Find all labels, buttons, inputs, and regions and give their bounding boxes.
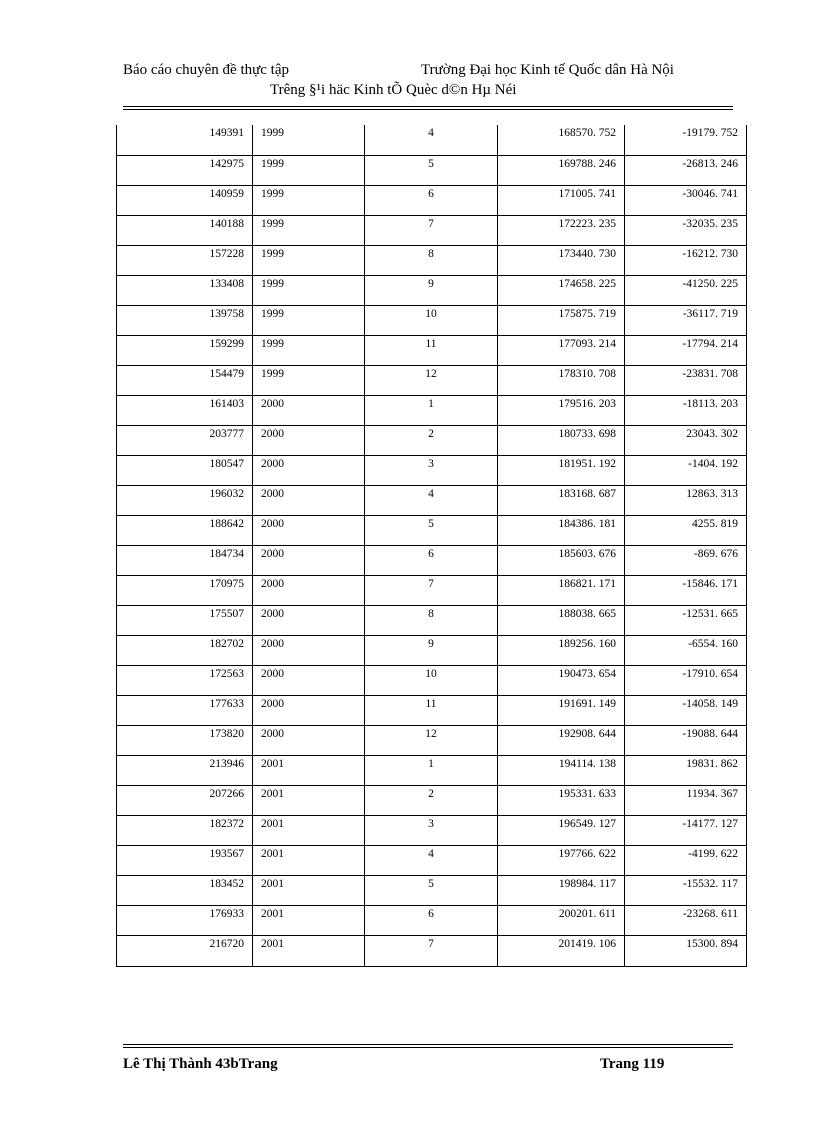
- table-cell: 2: [365, 785, 498, 815]
- table-cell: 176933: [117, 905, 253, 935]
- table-cell: 189256. 160: [498, 635, 625, 665]
- table-cell: 186821. 171: [498, 575, 625, 605]
- table-cell: -23831. 708: [625, 365, 747, 395]
- table-cell: -17794. 214: [625, 335, 747, 365]
- table-cell: 7: [365, 215, 498, 245]
- table-cell: 201419. 106: [498, 935, 625, 966]
- table-cell: 2000: [253, 575, 365, 605]
- table-cell: 172563: [117, 665, 253, 695]
- table-cell: 2000: [253, 485, 365, 515]
- table-cell: 8: [365, 245, 498, 275]
- footer-rule-double: [123, 1047, 733, 1048]
- table-cell: 184386. 181: [498, 515, 625, 545]
- table-cell: 9: [365, 635, 498, 665]
- table-cell: 177093. 214: [498, 335, 625, 365]
- table-cell: 2000: [253, 395, 365, 425]
- table-cell: 23043. 302: [625, 425, 747, 455]
- table-cell: 2001: [253, 935, 365, 966]
- table-cell: 4: [365, 485, 498, 515]
- table-row: [117, 725, 747, 755]
- data-table: [116, 125, 747, 967]
- table-cell: 12: [365, 365, 498, 395]
- table-cell: 1999: [253, 185, 365, 215]
- table-row: [117, 545, 747, 575]
- table-row: [117, 155, 747, 185]
- table-cell: 2000: [253, 725, 365, 755]
- table-row: [117, 185, 747, 215]
- table-cell: -26813. 246: [625, 155, 747, 185]
- table-cell: 133408: [117, 275, 253, 305]
- table-cell: 2000: [253, 425, 365, 455]
- table-cell: 216720: [117, 935, 253, 966]
- university-name-garbled: Trêng §¹i häc Kinh tÕ Quèc d©n Hµ Néi: [270, 82, 517, 98]
- table-cell: 10: [365, 665, 498, 695]
- table-cell: 191691. 149: [498, 695, 625, 725]
- table-cell: 196549. 127: [498, 815, 625, 845]
- table-row: [117, 365, 747, 395]
- table-row: [117, 935, 747, 966]
- table-cell: 182372: [117, 815, 253, 845]
- table-cell: 185603. 676: [498, 545, 625, 575]
- table-cell: 149391: [117, 125, 253, 155]
- table-cell: 173820: [117, 725, 253, 755]
- table-cell: 4255. 819: [625, 515, 747, 545]
- table-cell: 6: [365, 185, 498, 215]
- table-cell: 175507: [117, 605, 253, 635]
- table-cell: 197766. 622: [498, 845, 625, 875]
- table-row: [117, 245, 747, 275]
- table-cell: -12531. 665: [625, 605, 747, 635]
- table-cell: 19831. 862: [625, 755, 747, 785]
- table-cell: 213946: [117, 755, 253, 785]
- table-cell: 194114. 138: [498, 755, 625, 785]
- table-cell: 177633: [117, 695, 253, 725]
- table-cell: 157228: [117, 245, 253, 275]
- table-cell: 184734: [117, 545, 253, 575]
- table-cell: -19088. 644: [625, 725, 747, 755]
- table-cell: 188642: [117, 515, 253, 545]
- table-cell: -18113. 203: [625, 395, 747, 425]
- table-cell: 8: [365, 605, 498, 635]
- table-cell: 1: [365, 395, 498, 425]
- table-cell: 193567: [117, 845, 253, 875]
- table-cell: 161403: [117, 395, 253, 425]
- table-cell: 154479: [117, 365, 253, 395]
- table-cell: 5: [365, 155, 498, 185]
- report-title: Báo cáo chuyên đề thực tập: [123, 62, 289, 78]
- table-row: [117, 275, 747, 305]
- table-cell: 12: [365, 725, 498, 755]
- page-footer: [123, 1056, 683, 1076]
- table-cell: 188038. 665: [498, 605, 625, 635]
- table-cell: 1999: [253, 155, 365, 185]
- table-cell: -16212. 730: [625, 245, 747, 275]
- table-cell: 171005. 741: [498, 185, 625, 215]
- table-cell: 11: [365, 695, 498, 725]
- table-cell: 175875. 719: [498, 305, 625, 335]
- table-cell: 195331. 633: [498, 785, 625, 815]
- table-cell: 183452: [117, 875, 253, 905]
- table-body: [117, 125, 747, 966]
- table-cell: -17910. 654: [625, 665, 747, 695]
- table-cell: 11934. 367: [625, 785, 747, 815]
- table-cell: 178310. 708: [498, 365, 625, 395]
- footer-rule: [123, 1044, 733, 1045]
- table-cell: 170975: [117, 575, 253, 605]
- table-cell: 2000: [253, 665, 365, 695]
- table-cell: 139758: [117, 305, 253, 335]
- table-cell: 2000: [253, 515, 365, 545]
- table-cell: -869. 676: [625, 545, 747, 575]
- table-cell: 181951. 192: [498, 455, 625, 485]
- table-cell: 1999: [253, 305, 365, 335]
- table-cell: -23268. 611: [625, 905, 747, 935]
- table-cell: 1999: [253, 365, 365, 395]
- table-cell: -4199. 622: [625, 845, 747, 875]
- table-row: [117, 695, 747, 725]
- table-cell: 3: [365, 455, 498, 485]
- table-cell: 6: [365, 905, 498, 935]
- table-row: [117, 575, 747, 605]
- table-cell: 1999: [253, 125, 365, 155]
- table-cell: -14058. 149: [625, 695, 747, 725]
- table-cell: 2000: [253, 545, 365, 575]
- table-cell: 5: [365, 515, 498, 545]
- table-cell: 11: [365, 335, 498, 365]
- table-row: [117, 515, 747, 545]
- table-row: [117, 815, 747, 845]
- table-cell: 3: [365, 815, 498, 845]
- table-cell: -6554. 160: [625, 635, 747, 665]
- table-cell: 1999: [253, 245, 365, 275]
- table-cell: 169788. 246: [498, 155, 625, 185]
- table-cell: -41250. 225: [625, 275, 747, 305]
- author-name: Lê Thị Thành 43bTrang: [123, 1056, 278, 1072]
- table-cell: 182702: [117, 635, 253, 665]
- table-row: [117, 305, 747, 335]
- table-cell: 1999: [253, 215, 365, 245]
- table-cell: 2: [365, 425, 498, 455]
- page-number: Trang 119: [600, 1056, 665, 1072]
- table-cell: 2000: [253, 635, 365, 665]
- table-cell: 1999: [253, 275, 365, 305]
- table-cell: -14177. 127: [625, 815, 747, 845]
- table-row: [117, 125, 747, 155]
- table-cell: 15300. 894: [625, 935, 747, 966]
- table-cell: 159299: [117, 335, 253, 365]
- table-row: [117, 395, 747, 425]
- table-cell: -36117. 719: [625, 305, 747, 335]
- table-row: [117, 665, 747, 695]
- table-cell: 168570. 752: [498, 125, 625, 155]
- table-row: [117, 425, 747, 455]
- table-cell: 9: [365, 275, 498, 305]
- table-cell: 2001: [253, 875, 365, 905]
- table-cell: 180733. 698: [498, 425, 625, 455]
- table-cell: -30046. 741: [625, 185, 747, 215]
- table-cell: 7: [365, 935, 498, 966]
- table-cell: 200201. 611: [498, 905, 625, 935]
- table-cell: 2001: [253, 755, 365, 785]
- table-cell: 2001: [253, 905, 365, 935]
- table-cell: 2001: [253, 815, 365, 845]
- table-cell: 4: [365, 845, 498, 875]
- table-row: [117, 455, 747, 485]
- table-cell: -32035. 235: [625, 215, 747, 245]
- page-header: [123, 62, 733, 82]
- table-cell: 10: [365, 305, 498, 335]
- table-cell: 142975: [117, 155, 253, 185]
- university-name: Trường Đại học Kinh tế Quốc dân Hà Nội: [421, 62, 674, 78]
- table-cell: 183168. 687: [498, 485, 625, 515]
- table-row: [117, 785, 747, 815]
- table-cell: 198984. 117: [498, 875, 625, 905]
- table-cell: 173440. 730: [498, 245, 625, 275]
- table-cell: -15846. 171: [625, 575, 747, 605]
- header-rule: [123, 106, 733, 107]
- table-cell: 2000: [253, 455, 365, 485]
- table-cell: 2000: [253, 605, 365, 635]
- table-row: [117, 905, 747, 935]
- table-cell: 203777: [117, 425, 253, 455]
- table-row: [117, 605, 747, 635]
- table-cell: 6: [365, 545, 498, 575]
- table-cell: -1404. 192: [625, 455, 747, 485]
- table-cell: 1999: [253, 335, 365, 365]
- table-row: [117, 485, 747, 515]
- table-row: [117, 635, 747, 665]
- table-cell: 5: [365, 875, 498, 905]
- table-cell: 7: [365, 575, 498, 605]
- table-cell: 4: [365, 125, 498, 155]
- table-cell: 172223. 235: [498, 215, 625, 245]
- table-row: [117, 875, 747, 905]
- table-cell: 2000: [253, 695, 365, 725]
- table-cell: 2001: [253, 845, 365, 875]
- table-row: [117, 845, 747, 875]
- table-cell: 192908. 644: [498, 725, 625, 755]
- table-row: [117, 335, 747, 365]
- table-cell: 179516. 203: [498, 395, 625, 425]
- table-cell: -15532. 117: [625, 875, 747, 905]
- table-cell: 190473. 654: [498, 665, 625, 695]
- table-cell: 174658. 225: [498, 275, 625, 305]
- table-cell: 12863. 313: [625, 485, 747, 515]
- table-row: [117, 755, 747, 785]
- header-rule-double: [123, 109, 733, 110]
- table-cell: 140959: [117, 185, 253, 215]
- table-cell: 180547: [117, 455, 253, 485]
- table-cell: 2001: [253, 785, 365, 815]
- table-row: [117, 215, 747, 245]
- table-cell: 196032: [117, 485, 253, 515]
- table-cell: -19179. 752: [625, 125, 747, 155]
- table-cell: 140188: [117, 215, 253, 245]
- table-cell: 1: [365, 755, 498, 785]
- table-cell: 207266: [117, 785, 253, 815]
